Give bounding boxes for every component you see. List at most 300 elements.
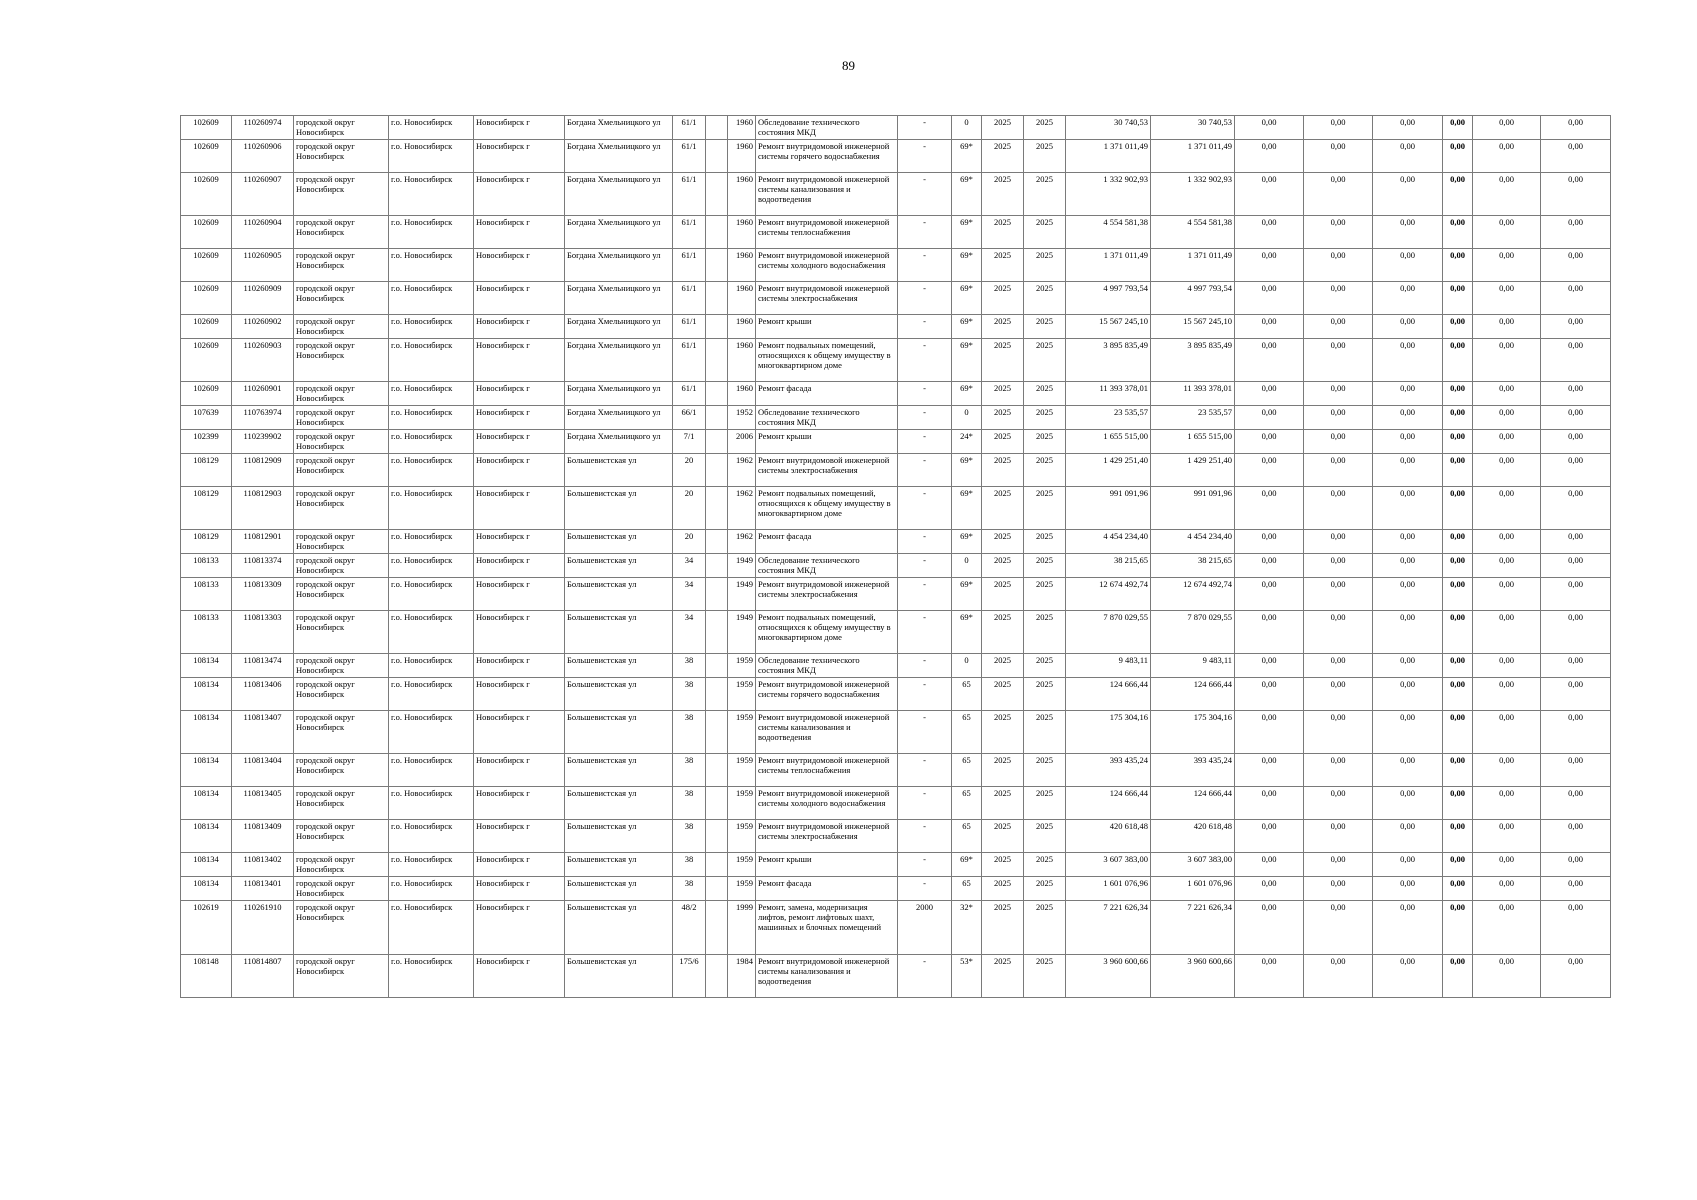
- cell-plan-end: 2025: [1024, 140, 1066, 173]
- table-row: [181, 754, 1611, 787]
- cell-total-cost: 4 454 234,40: [1066, 530, 1151, 554]
- cell-city: Новосибирск г: [474, 787, 565, 820]
- cell-city: Новосибирск г: [474, 140, 565, 173]
- cell-cost-a: 0,00: [1235, 406, 1304, 430]
- cell-district: городской округ Новосибирск: [294, 820, 389, 853]
- cell-street: Богдана Хмельницкого ул: [565, 116, 673, 140]
- cell-cost-b: 0,00: [1304, 382, 1373, 406]
- cell-work-id: 110239902: [232, 430, 294, 454]
- cell-wear: 69*: [952, 487, 982, 530]
- cell-work-id: 110260909: [232, 282, 294, 315]
- cell-cost-f: 0,00: [1541, 173, 1611, 216]
- cell-cost-e: 0,00: [1473, 654, 1541, 678]
- cell-street: Большевистская ул: [565, 611, 673, 654]
- cell-house-id: 108134: [181, 820, 232, 853]
- cell-city: Новосибирск г: [474, 530, 565, 554]
- cell-cost-a: 0,00: [1235, 955, 1304, 998]
- cell-district: городской округ Новосибирск: [294, 173, 389, 216]
- cell-year-built: 1960: [728, 140, 756, 173]
- cell-cost-c: 0,00: [1373, 216, 1443, 249]
- cell-cost-d: 0,00: [1443, 820, 1473, 853]
- cell-cost-f: 0,00: [1541, 406, 1611, 430]
- cell-cost-d: 0,00: [1443, 711, 1473, 754]
- cell-cost-e: 0,00: [1473, 315, 1541, 339]
- cell-house-id: 108129: [181, 454, 232, 487]
- table-row: [181, 955, 1611, 998]
- table-row: [181, 901, 1611, 955]
- cell-street: Большевистская ул: [565, 578, 673, 611]
- cell-district: городской округ Новосибирск: [294, 678, 389, 711]
- cell-cost-f: 0,00: [1541, 877, 1611, 901]
- cell-city: Новосибирск г: [474, 454, 565, 487]
- cell-extra: -: [898, 487, 952, 530]
- cell-wear: 69*: [952, 454, 982, 487]
- cell-municipality: г.о. Новосибирск: [389, 787, 474, 820]
- cell-plan-end: 2025: [1024, 430, 1066, 454]
- cell-wear: 53*: [952, 955, 982, 998]
- cell-cost-b: 0,00: [1304, 406, 1373, 430]
- cell-cost-c: 0,00: [1373, 578, 1443, 611]
- cell-building: [706, 116, 728, 140]
- table-row: [181, 116, 1611, 140]
- cell-house-number: 38: [673, 877, 706, 901]
- cell-cost-c: 0,00: [1373, 382, 1443, 406]
- cell-plan-start: 2025: [982, 853, 1024, 877]
- cell-cost-f: 0,00: [1541, 853, 1611, 877]
- cell-cost-e: 0,00: [1473, 578, 1541, 611]
- cell-city: Новосибирск г: [474, 955, 565, 998]
- cell-cost-d: 0,00: [1443, 173, 1473, 216]
- cell-street: Большевистская ул: [565, 787, 673, 820]
- cell-plan-start: 2025: [982, 487, 1024, 530]
- cell-district: городской округ Новосибирск: [294, 249, 389, 282]
- cell-house-number: 34: [673, 554, 706, 578]
- cell-wear: 69*: [952, 611, 982, 654]
- cell-cost-d: 0,00: [1443, 339, 1473, 382]
- cell-city: Новосибирск г: [474, 877, 565, 901]
- cell-work-id: 110813407: [232, 711, 294, 754]
- cell-plan-start: 2025: [982, 530, 1024, 554]
- cell-extra: -: [898, 820, 952, 853]
- cell-fund-cost: 1 429 251,40: [1151, 454, 1235, 487]
- cell-cost-e: 0,00: [1473, 216, 1541, 249]
- cell-house-id: 102609: [181, 140, 232, 173]
- cell-house-number: 61/1: [673, 116, 706, 140]
- cell-work-id: 110260901: [232, 382, 294, 406]
- table-row: [181, 853, 1611, 877]
- cell-plan-end: 2025: [1024, 282, 1066, 315]
- cell-extra: -: [898, 530, 952, 554]
- cell-year-built: 1984: [728, 955, 756, 998]
- cell-cost-e: 0,00: [1473, 554, 1541, 578]
- cell-building: [706, 216, 728, 249]
- cell-cost-d: 0,00: [1443, 530, 1473, 554]
- cell-work-id: 110813474: [232, 654, 294, 678]
- cell-work-id: 110813303: [232, 611, 294, 654]
- cell-cost-f: 0,00: [1541, 611, 1611, 654]
- cell-work-id: 110813405: [232, 787, 294, 820]
- cell-street: Богдана Хмельницкого ул: [565, 249, 673, 282]
- cell-cost-f: 0,00: [1541, 116, 1611, 140]
- cell-cost-c: 0,00: [1373, 339, 1443, 382]
- cell-plan-end: 2025: [1024, 530, 1066, 554]
- cell-plan-start: 2025: [982, 787, 1024, 820]
- cell-cost-a: 0,00: [1235, 382, 1304, 406]
- cell-fund-cost: 124 666,44: [1151, 678, 1235, 711]
- cell-city: Новосибирск г: [474, 116, 565, 140]
- cell-district: городской округ Новосибирск: [294, 454, 389, 487]
- cell-cost-e: 0,00: [1473, 249, 1541, 282]
- cell-building: [706, 787, 728, 820]
- cell-building: [706, 406, 728, 430]
- cell-extra: -: [898, 406, 952, 430]
- cell-cost-c: 0,00: [1373, 877, 1443, 901]
- cell-cost-d: 0,00: [1443, 877, 1473, 901]
- cell-street: Большевистская ул: [565, 955, 673, 998]
- cell-plan-start: 2025: [982, 116, 1024, 140]
- cell-wear: 65: [952, 754, 982, 787]
- cell-street: Богдана Хмельницкого ул: [565, 140, 673, 173]
- cell-street: Большевистская ул: [565, 487, 673, 530]
- cell-cost-e: 0,00: [1473, 140, 1541, 173]
- cell-cost-a: 0,00: [1235, 877, 1304, 901]
- cell-street: Богдана Хмельницкого ул: [565, 339, 673, 382]
- cell-city: Новосибирск г: [474, 754, 565, 787]
- cell-cost-a: 0,00: [1235, 654, 1304, 678]
- cell-house-id: 108134: [181, 678, 232, 711]
- cell-street: Богдана Хмельницкого ул: [565, 216, 673, 249]
- cell-street: Большевистская ул: [565, 711, 673, 754]
- cell-extra: -: [898, 339, 952, 382]
- cell-work-type: Ремонт внутридомовой инженерной системы электроснабжения: [756, 578, 898, 611]
- cell-plan-start: 2025: [982, 877, 1024, 901]
- cell-extra: -: [898, 611, 952, 654]
- cell-extra: -: [898, 678, 952, 711]
- cell-fund-cost: 420 618,48: [1151, 820, 1235, 853]
- cell-building: [706, 173, 728, 216]
- cell-work-id: 110261910: [232, 901, 294, 955]
- cell-cost-e: 0,00: [1473, 678, 1541, 711]
- cell-wear: 69*: [952, 578, 982, 611]
- cell-district: городской округ Новосибирск: [294, 654, 389, 678]
- cell-wear: 69*: [952, 530, 982, 554]
- cell-year-built: 1949: [728, 578, 756, 611]
- cell-district: городской округ Новосибирск: [294, 382, 389, 406]
- cell-house-id: 108134: [181, 754, 232, 787]
- cell-work-id: 110813406: [232, 678, 294, 711]
- cell-district: городской округ Новосибирск: [294, 578, 389, 611]
- cell-city: Новосибирск г: [474, 820, 565, 853]
- cell-cost-b: 0,00: [1304, 454, 1373, 487]
- cell-district: городской округ Новосибирск: [294, 140, 389, 173]
- cell-extra: -: [898, 554, 952, 578]
- cell-total-cost: 7 870 029,55: [1066, 611, 1151, 654]
- cell-municipality: г.о. Новосибирск: [389, 711, 474, 754]
- cell-city: Новосибирск г: [474, 430, 565, 454]
- cell-municipality: г.о. Новосибирск: [389, 754, 474, 787]
- table-row: [181, 678, 1611, 711]
- cell-plan-end: 2025: [1024, 315, 1066, 339]
- cell-wear: 69*: [952, 382, 982, 406]
- cell-fund-cost: 4 554 581,38: [1151, 216, 1235, 249]
- cell-district: городской округ Новосибирск: [294, 282, 389, 315]
- cell-house-number: 66/1: [673, 406, 706, 430]
- cell-plan-end: 2025: [1024, 554, 1066, 578]
- cell-year-built: 1960: [728, 315, 756, 339]
- cell-wear: 69*: [952, 853, 982, 877]
- cell-district: городской округ Новосибирск: [294, 487, 389, 530]
- cell-cost-d: 0,00: [1443, 140, 1473, 173]
- cell-cost-f: 0,00: [1541, 249, 1611, 282]
- cell-year-built: 1952: [728, 406, 756, 430]
- cell-house-id: 108134: [181, 654, 232, 678]
- cell-house-number: 20: [673, 454, 706, 487]
- cell-cost-f: 0,00: [1541, 554, 1611, 578]
- cell-work-type: Ремонт внутридомовой инженерной системы канализования и водоотведения: [756, 173, 898, 216]
- cell-work-type: Ремонт подвальных помещений, относящихся к общему имуществу в многоквартирном доме: [756, 339, 898, 382]
- cell-plan-start: 2025: [982, 282, 1024, 315]
- cell-building: [706, 530, 728, 554]
- cell-house-id: 107639: [181, 406, 232, 430]
- cell-cost-e: 0,00: [1473, 820, 1541, 853]
- cell-plan-start: 2025: [982, 140, 1024, 173]
- cell-fund-cost: 38 215,65: [1151, 554, 1235, 578]
- cell-fund-cost: 4 454 234,40: [1151, 530, 1235, 554]
- cell-fund-cost: 11 393 378,01: [1151, 382, 1235, 406]
- cell-house-id: 102619: [181, 901, 232, 955]
- cell-cost-c: 0,00: [1373, 611, 1443, 654]
- cell-plan-end: 2025: [1024, 454, 1066, 487]
- cell-extra: -: [898, 955, 952, 998]
- cell-plan-end: 2025: [1024, 249, 1066, 282]
- cell-year-built: 1960: [728, 339, 756, 382]
- cell-total-cost: 124 666,44: [1066, 787, 1151, 820]
- cell-cost-f: 0,00: [1541, 530, 1611, 554]
- cell-total-cost: 38 215,65: [1066, 554, 1151, 578]
- cell-cost-a: 0,00: [1235, 711, 1304, 754]
- cell-city: Новосибирск г: [474, 578, 565, 611]
- cell-municipality: г.о. Новосибирск: [389, 339, 474, 382]
- cell-extra: -: [898, 853, 952, 877]
- cell-district: городской округ Новосибирск: [294, 711, 389, 754]
- cell-cost-d: 0,00: [1443, 487, 1473, 530]
- cell-cost-b: 0,00: [1304, 430, 1373, 454]
- cell-district: городской округ Новосибирск: [294, 611, 389, 654]
- cell-municipality: г.о. Новосибирск: [389, 955, 474, 998]
- cell-cost-e: 0,00: [1473, 787, 1541, 820]
- table-row: [181, 554, 1611, 578]
- cell-cost-d: 0,00: [1443, 787, 1473, 820]
- cell-cost-e: 0,00: [1473, 116, 1541, 140]
- cell-building: [706, 339, 728, 382]
- cell-total-cost: 3 895 835,49: [1066, 339, 1151, 382]
- cell-house-id: 102609: [181, 382, 232, 406]
- cell-cost-a: 0,00: [1235, 578, 1304, 611]
- cell-city: Новосибирск г: [474, 249, 565, 282]
- cell-cost-b: 0,00: [1304, 611, 1373, 654]
- cell-city: Новосибирск г: [474, 339, 565, 382]
- cell-plan-start: 2025: [982, 578, 1024, 611]
- table-row: [181, 787, 1611, 820]
- cell-plan-end: 2025: [1024, 787, 1066, 820]
- cell-district: городской округ Новосибирск: [294, 955, 389, 998]
- cell-district: городской округ Новосибирск: [294, 901, 389, 955]
- cell-house-id: 102609: [181, 116, 232, 140]
- table-row: [181, 282, 1611, 315]
- cell-year-built: 1962: [728, 530, 756, 554]
- cell-year-built: 1960: [728, 173, 756, 216]
- cell-cost-b: 0,00: [1304, 877, 1373, 901]
- cell-cost-c: 0,00: [1373, 406, 1443, 430]
- cell-extra: -: [898, 315, 952, 339]
- cell-district: городской округ Новосибирск: [294, 754, 389, 787]
- cell-work-id: 110812909: [232, 454, 294, 487]
- cell-district: городской округ Новосибирск: [294, 216, 389, 249]
- cell-cost-b: 0,00: [1304, 487, 1373, 530]
- cell-plan-start: 2025: [982, 754, 1024, 787]
- cell-building: [706, 282, 728, 315]
- cell-cost-a: 0,00: [1235, 249, 1304, 282]
- cell-district: городской округ Новосибирск: [294, 853, 389, 877]
- cell-extra: -: [898, 578, 952, 611]
- cell-work-id: 110813404: [232, 754, 294, 787]
- cell-cost-b: 0,00: [1304, 955, 1373, 998]
- cell-cost-b: 0,00: [1304, 140, 1373, 173]
- cell-cost-b: 0,00: [1304, 787, 1373, 820]
- cell-fund-cost: 30 740,53: [1151, 116, 1235, 140]
- cell-work-type: Обследование технического состояния МКД: [756, 554, 898, 578]
- table-row: [181, 578, 1611, 611]
- cell-cost-f: 0,00: [1541, 678, 1611, 711]
- cell-municipality: г.о. Новосибирск: [389, 430, 474, 454]
- cell-wear: 0: [952, 654, 982, 678]
- cell-cost-a: 0,00: [1235, 339, 1304, 382]
- cell-building: [706, 578, 728, 611]
- cell-fund-cost: 15 567 245,10: [1151, 315, 1235, 339]
- capital-repair-table: [180, 115, 1611, 998]
- cell-wear: 69*: [952, 140, 982, 173]
- table-row: [181, 487, 1611, 530]
- cell-plan-end: 2025: [1024, 487, 1066, 530]
- cell-cost-d: 0,00: [1443, 654, 1473, 678]
- cell-building: [706, 454, 728, 487]
- cell-cost-d: 0,00: [1443, 901, 1473, 955]
- cell-house-number: 38: [673, 711, 706, 754]
- cell-total-cost: 420 618,48: [1066, 820, 1151, 853]
- cell-municipality: г.о. Новосибирск: [389, 654, 474, 678]
- cell-municipality: г.о. Новосибирск: [389, 406, 474, 430]
- cell-cost-d: 0,00: [1443, 611, 1473, 654]
- table-row: [181, 877, 1611, 901]
- cell-city: Новосибирск г: [474, 282, 565, 315]
- cell-year-built: 1959: [728, 654, 756, 678]
- cell-city: Новосибирск г: [474, 487, 565, 530]
- cell-house-id: 108134: [181, 877, 232, 901]
- cell-total-cost: 15 567 245,10: [1066, 315, 1151, 339]
- cell-building: [706, 430, 728, 454]
- cell-cost-f: 0,00: [1541, 216, 1611, 249]
- cell-cost-c: 0,00: [1373, 249, 1443, 282]
- table-row: [181, 820, 1611, 853]
- cell-work-id: 110260902: [232, 315, 294, 339]
- cell-cost-f: 0,00: [1541, 754, 1611, 787]
- cell-year-built: 1999: [728, 901, 756, 955]
- cell-municipality: г.о. Новосибирск: [389, 487, 474, 530]
- cell-total-cost: 393 435,24: [1066, 754, 1151, 787]
- cell-plan-start: 2025: [982, 711, 1024, 754]
- cell-house-number: 38: [673, 678, 706, 711]
- cell-city: Новосибирск г: [474, 173, 565, 216]
- cell-work-type: Ремонт крыши: [756, 853, 898, 877]
- cell-plan-start: 2025: [982, 382, 1024, 406]
- cell-cost-a: 0,00: [1235, 853, 1304, 877]
- cell-plan-end: 2025: [1024, 173, 1066, 216]
- cell-cost-b: 0,00: [1304, 339, 1373, 382]
- cell-cost-b: 0,00: [1304, 578, 1373, 611]
- cell-cost-d: 0,00: [1443, 853, 1473, 877]
- cell-cost-c: 0,00: [1373, 282, 1443, 315]
- cell-plan-end: 2025: [1024, 406, 1066, 430]
- cell-building: [706, 711, 728, 754]
- cell-street: Богдана Хмельницкого ул: [565, 282, 673, 315]
- cell-cost-a: 0,00: [1235, 315, 1304, 339]
- cell-house-id: 102609: [181, 282, 232, 315]
- cell-work-id: 110813309: [232, 578, 294, 611]
- cell-work-type: Ремонт внутридомовой инженерной системы холодного водоснабжения: [756, 787, 898, 820]
- cell-work-type: Ремонт внутридомовой инженерной системы холодного водоснабжения: [756, 249, 898, 282]
- cell-plan-start: 2025: [982, 216, 1024, 249]
- cell-work-id: 110260974: [232, 116, 294, 140]
- cell-plan-start: 2025: [982, 406, 1024, 430]
- cell-plan-end: 2025: [1024, 901, 1066, 955]
- cell-city: Новосибирск г: [474, 711, 565, 754]
- cell-cost-a: 0,00: [1235, 754, 1304, 787]
- cell-cost-e: 0,00: [1473, 454, 1541, 487]
- cell-cost-b: 0,00: [1304, 116, 1373, 140]
- cell-wear: 69*: [952, 282, 982, 315]
- cell-house-id: 108133: [181, 611, 232, 654]
- cell-extra: -: [898, 216, 952, 249]
- cell-work-id: 110260905: [232, 249, 294, 282]
- cell-fund-cost: 393 435,24: [1151, 754, 1235, 787]
- cell-cost-a: 0,00: [1235, 430, 1304, 454]
- cell-work-type: Ремонт крыши: [756, 430, 898, 454]
- cell-fund-cost: 1 332 902,93: [1151, 173, 1235, 216]
- cell-cost-e: 0,00: [1473, 430, 1541, 454]
- cell-building: [706, 877, 728, 901]
- cell-work-type: Ремонт фасада: [756, 877, 898, 901]
- cell-plan-end: 2025: [1024, 216, 1066, 249]
- cell-year-built: 1962: [728, 454, 756, 487]
- cell-cost-f: 0,00: [1541, 901, 1611, 955]
- cell-cost-a: 0,00: [1235, 820, 1304, 853]
- cell-plan-start: 2025: [982, 611, 1024, 654]
- cell-total-cost: 30 740,53: [1066, 116, 1151, 140]
- cell-work-id: 110813374: [232, 554, 294, 578]
- cell-fund-cost: 1 371 011,49: [1151, 249, 1235, 282]
- cell-house-number: 61/1: [673, 249, 706, 282]
- cell-total-cost: 23 535,57: [1066, 406, 1151, 430]
- cell-work-id: 110814807: [232, 955, 294, 998]
- cell-total-cost: 4 997 793,54: [1066, 282, 1151, 315]
- cell-cost-f: 0,00: [1541, 787, 1611, 820]
- cell-municipality: г.о. Новосибирск: [389, 315, 474, 339]
- cell-wear: 0: [952, 406, 982, 430]
- cell-work-id: 110812903: [232, 487, 294, 530]
- cell-work-type: Ремонт подвальных помещений, относящихся к общему имуществу в многоквартирном доме: [756, 487, 898, 530]
- cell-cost-f: 0,00: [1541, 339, 1611, 382]
- cell-house-number: 38: [673, 820, 706, 853]
